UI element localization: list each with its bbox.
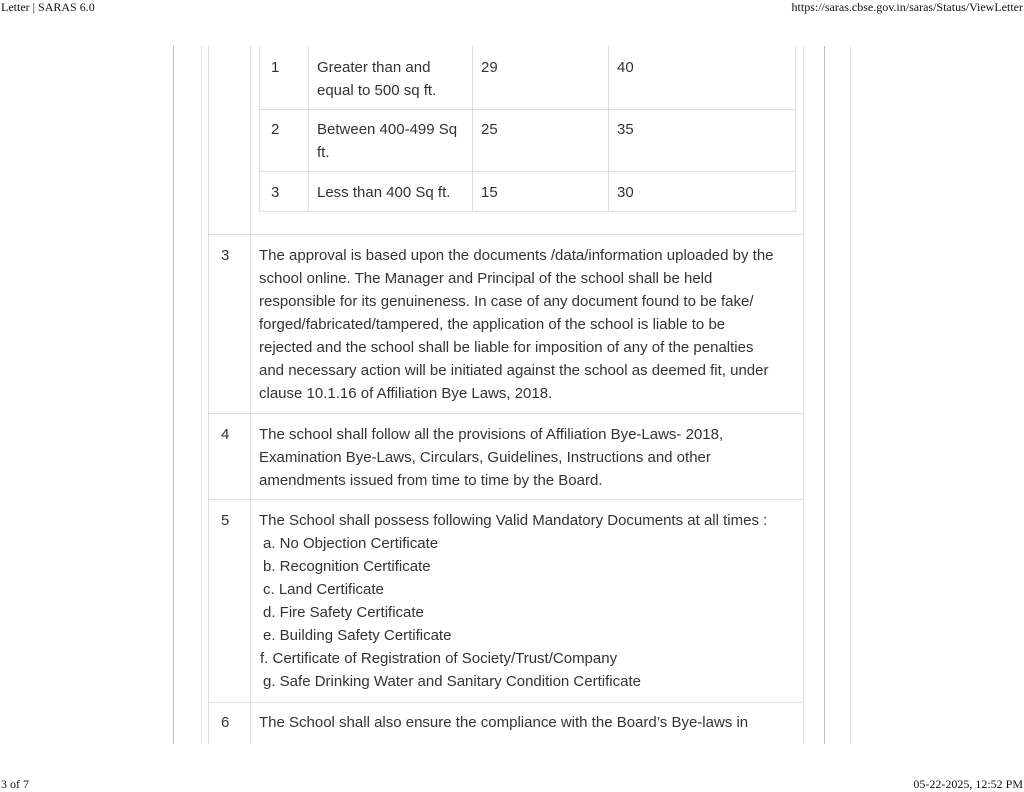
- page-frame-right-rule: [824, 46, 825, 744]
- page-frame-right-outer-rule: [850, 46, 851, 744]
- print-footer-datetime: 05-22-2025, 12:52 PM: [913, 777, 1023, 791]
- area-table-area-line: ft.: [317, 144, 330, 161]
- condition-line: The School shall also ensure the compliance with the Board’s Bye-laws in: [259, 714, 749, 731]
- area-table-value-1: 25: [481, 121, 498, 138]
- condition-line: The approval is based upon the documents /data/information uploaded by the: [259, 247, 774, 264]
- print-header-title: Letter | SARAS 6.0: [1, 0, 95, 14]
- conditions-row-divider: [208, 702, 804, 703]
- condition-text: [259, 711, 799, 734]
- page-frame-left-inner-rule: [201, 46, 202, 744]
- conditions-row-divider: [208, 413, 804, 414]
- area-table-sno: 2: [271, 121, 280, 138]
- condition-text: [259, 509, 799, 693]
- area-table-area: [317, 56, 467, 102]
- condition-line: Examination Bye-Laws, Circulars, Guidelines, Instructions and other: [259, 449, 711, 466]
- conditions-table-column-divider: [250, 46, 251, 744]
- area-table-area-line: Greater than and: [317, 59, 431, 76]
- condition-line: and necessary action will be initiated against the school as deemed fit, under: [259, 362, 769, 379]
- condition-line: forged/fabricated/tampered, the application of the school is liable to be: [259, 316, 726, 333]
- area-table-value-1: 15: [481, 184, 498, 201]
- condition-number: 4: [221, 426, 230, 443]
- mandatory-document-item: f. Certificate of Registration of Society/Trust/Company: [260, 650, 618, 667]
- area-table-column-divider: [472, 46, 473, 212]
- condition-line: The school shall follow all the provisions of Affiliation Bye-Laws- 2018,: [259, 426, 724, 443]
- mandatory-document-item: a. No Objection Certificate: [263, 535, 439, 552]
- condition-line: clause 10.1.16 of Affiliation Bye Laws, 2018.: [259, 385, 553, 402]
- condition-text: [259, 423, 799, 492]
- condition-intro: The School shall possess following Valid Mandatory Documents at all times :: [259, 512, 768, 529]
- condition-line: amendments issued from time to time by the Board.: [259, 472, 603, 489]
- condition-line: rejected and the school shall be liable for imposition of any of the penalties: [259, 339, 754, 356]
- condition-number: 6: [221, 714, 230, 731]
- conditions-row-divider: [208, 234, 804, 235]
- print-footer-page: 3 of 7: [1, 777, 29, 791]
- condition-number: 3: [221, 247, 230, 264]
- area-table-area: Less than 400 Sq ft.: [317, 184, 451, 201]
- mandatory-document-item: c. Land Certificate: [263, 581, 384, 598]
- area-table-value-1: 29: [481, 59, 498, 76]
- area-table-row-divider: [259, 109, 796, 110]
- conditions-row-divider: [208, 499, 804, 500]
- area-table-value-2: 40: [617, 59, 634, 76]
- area-table-area-line: Between 400-499 Sq: [317, 121, 458, 138]
- mandatory-document-item: d. Fire Safety Certificate: [263, 604, 424, 621]
- area-table-column-divider: [308, 46, 309, 212]
- mandatory-document-item: e. Building Safety Certificate: [263, 627, 452, 644]
- condition-line: school online. The Manager and Principal of the school shall be held: [259, 270, 713, 287]
- area-table-area: [317, 118, 467, 164]
- area-table-value-2: 35: [617, 121, 634, 138]
- area-table-area-line: equal to 500 sq ft.: [317, 82, 437, 99]
- condition-line: responsible for its genuineness. In case of any document found to be fake/: [259, 293, 754, 310]
- area-table-sno: 3: [271, 184, 280, 201]
- area-table-row-divider: [259, 171, 796, 172]
- area-table-column-divider: [608, 46, 609, 212]
- mandatory-document-item: b. Recognition Certificate: [263, 558, 431, 575]
- condition-text: [259, 244, 799, 405]
- area-table-sno: 1: [271, 59, 280, 76]
- area-table-value-2: 30: [617, 184, 634, 201]
- page-frame-left-rule: [173, 46, 174, 744]
- print-header-url: https://saras.cbse.gov.in/saras/Status/ViewLetter: [791, 0, 1023, 14]
- condition-number: 5: [221, 512, 230, 529]
- mandatory-document-item: g. Safe Drinking Water and Sanitary Condition Certificate: [263, 673, 641, 690]
